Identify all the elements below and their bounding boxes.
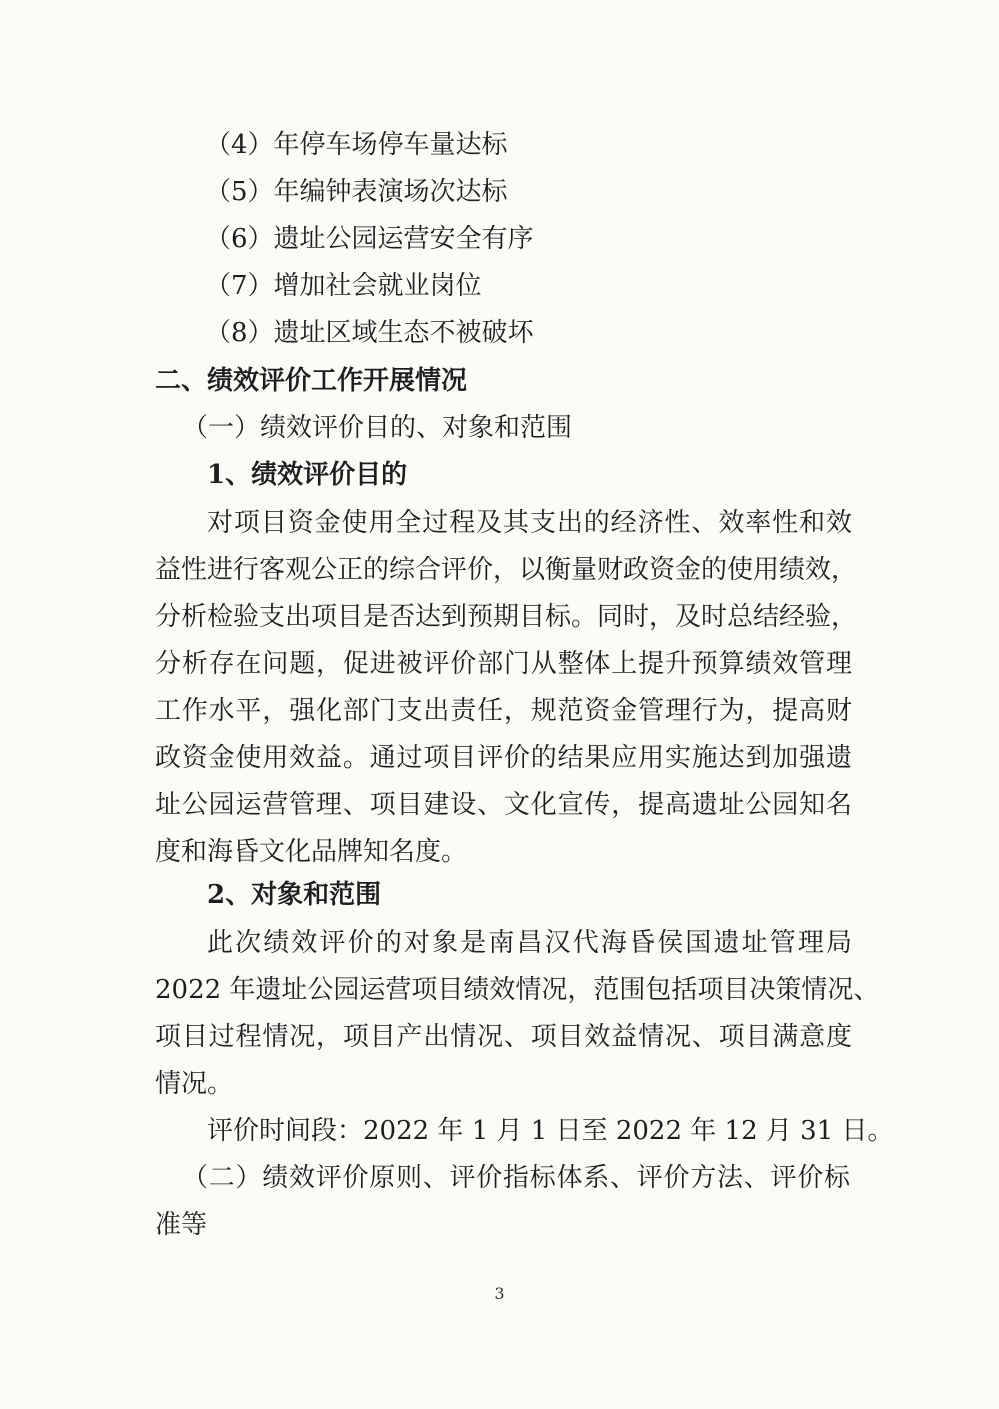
paragraph-line: 分析检验支出项目是否达到预期目标。同时，及时总结经验， <box>155 602 858 632</box>
list-item: （7）增加社会就业岗位 <box>205 271 482 301</box>
list-item: （4）年停车场停车量达标 <box>205 130 508 160</box>
subsection-heading: （一）绩效评价目的、对象和范围 <box>182 413 573 443</box>
list-item: （8）遗址区域生态不被破坏 <box>205 318 534 348</box>
list-item: （5）年编钟表演场次达标 <box>205 177 508 207</box>
paragraph-line: 分析存在问题，促进被评价部门从整体上提升预算绩效管理 <box>155 649 852 679</box>
sub-heading: 2、对象和范围 <box>207 880 382 910</box>
sub-heading: 1、绩效评价目的 <box>207 460 408 490</box>
page-number: 3 <box>494 1284 505 1303</box>
paragraph-line: 对项目资金使用全过程及其支出的经济性、效率性和效 <box>207 508 852 538</box>
paragraph-line: 情况。 <box>155 1069 234 1099</box>
subsection-heading-continued: 准等 <box>155 1210 208 1240</box>
list-item: （6）遗址公园运营安全有序 <box>205 224 534 254</box>
evaluation-period: 评价时间段：2022 年 1 月 1 日至 2022 年 12 月 31 日。 <box>207 1116 894 1146</box>
paragraph-line: 2022 年遗址公园运营项目绩效情况，范围包括项目决策情况、 <box>155 975 880 1005</box>
subsection-heading: （二）绩效评价原则、评价指标体系、评价方法、评价标 <box>182 1163 850 1193</box>
paragraph-line: 项目过程情况，项目产出情况、项目效益情况、项目满意度 <box>155 1022 852 1052</box>
paragraph-line: 址公园运营管理、项目建设、文化宣传，提高遗址公园知名 <box>155 790 852 820</box>
section-heading: 二、绩效评价工作开展情况 <box>155 366 468 396</box>
paragraph-line: 工作水平，强化部门支出责任，规范资金管理行为，提高财 <box>155 696 852 726</box>
paragraph-line: 政资金使用效益。通过项目评价的结果应用实施达到加强遗 <box>155 743 852 773</box>
paragraph-line: 此次绩效评价的对象是南昌汉代海昏侯国遗址管理局 <box>207 928 852 958</box>
paragraph-line: 益性进行客观公正的综合评价，以衡量财政资金的使用绩效， <box>155 555 858 585</box>
paragraph-line: 度和海昏文化品牌知名度。 <box>155 837 468 867</box>
